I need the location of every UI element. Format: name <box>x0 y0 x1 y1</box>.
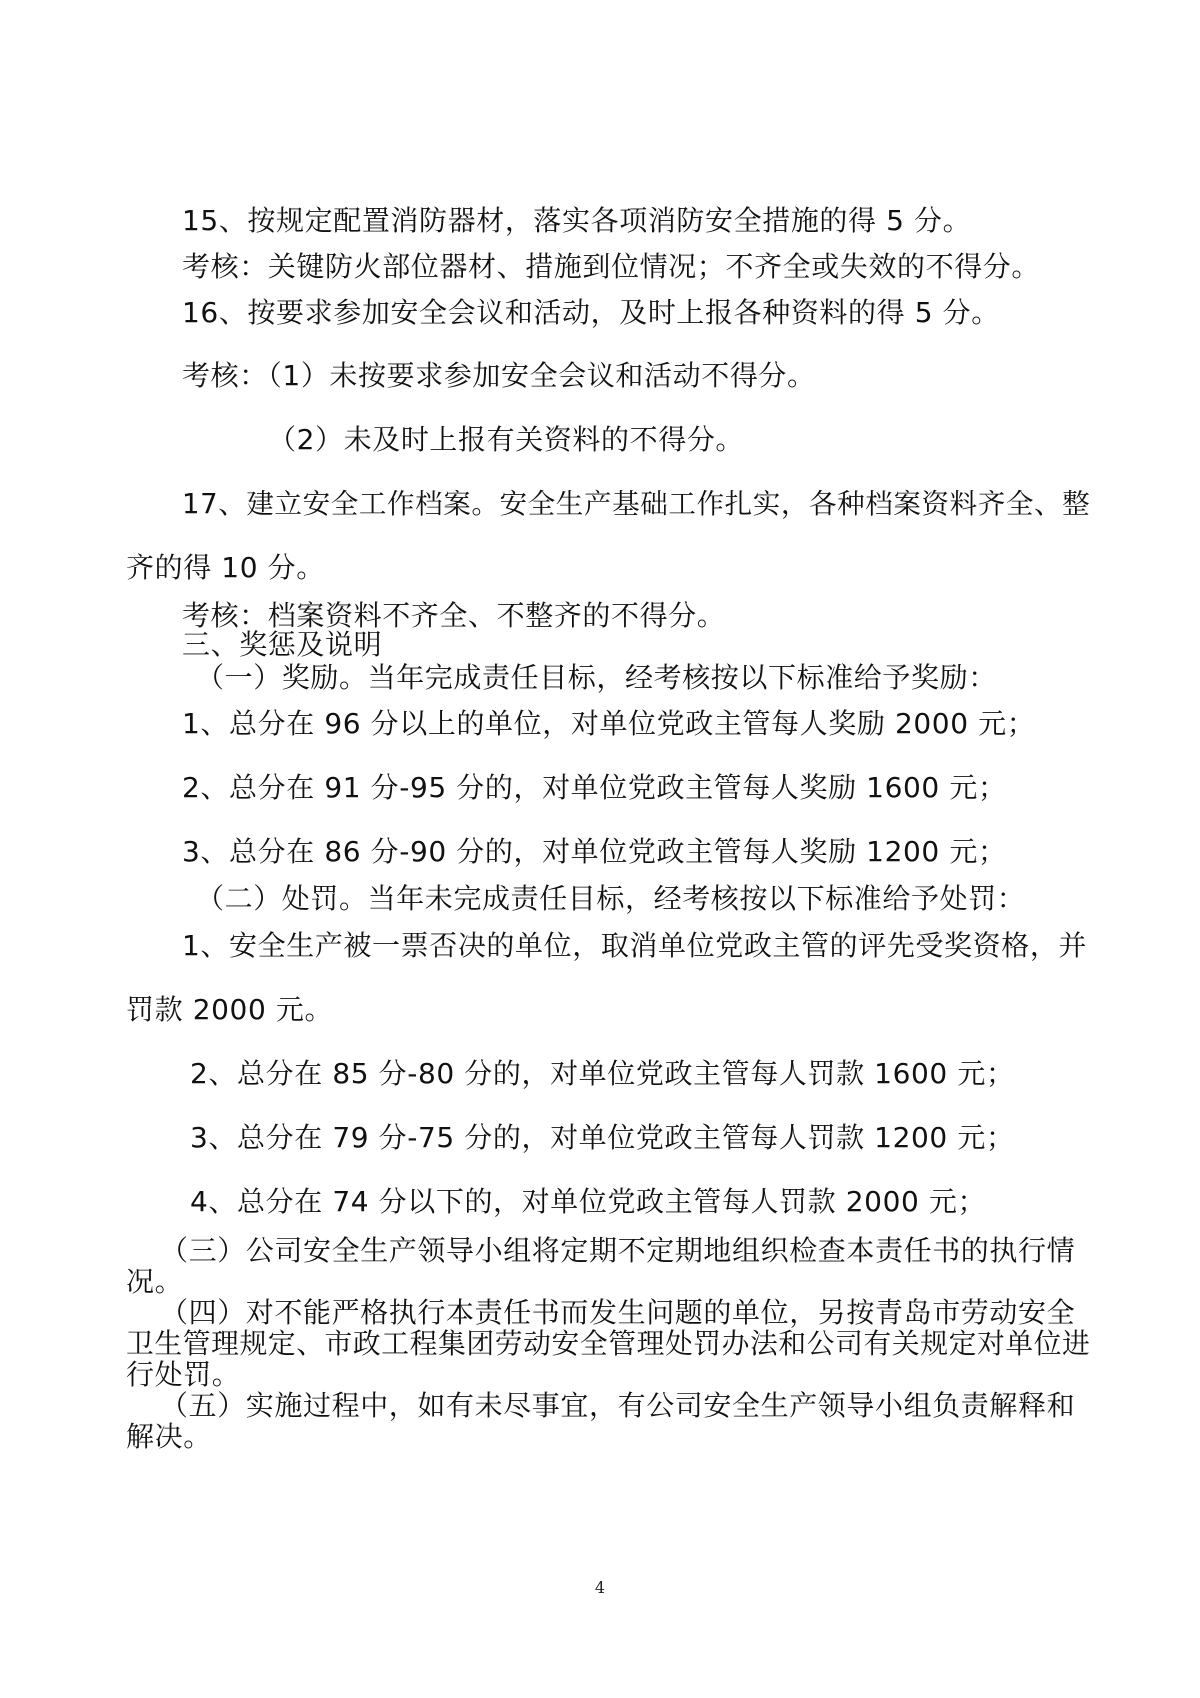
section-three-heading: 三、奖惩及说明 <box>182 628 383 661</box>
note-four-line-3: 行处罚。 <box>126 1358 241 1391</box>
item-17-line-2: 齐的得 10 分。 <box>126 551 325 584</box>
note-five-line-1: （五）实施过程中，如有未尽事宜，有公司安全生产领导小组负责解释和 <box>160 1389 1076 1422</box>
penalty-4: 4、总分在 74 分以下的，对单位党政主管每人罚款 2000 元； <box>190 1185 987 1218</box>
item-17-assessment: 考核：档案资料不齐全、不整齐的不得分。 <box>182 599 726 632</box>
item-16-assessment-2: （2）未及时上报有关资料的不得分。 <box>268 423 745 456</box>
penalty-2: 2、总分在 85 分-80 分的，对单位党政主管每人罚款 1600 元； <box>190 1057 1015 1090</box>
reward-2: 2、总分在 91 分-95 分的，对单位党政主管每人奖励 1600 元； <box>182 771 1007 804</box>
penalty-heading: （二）处罚。当年未完成责任目标，经考核按以下标准给予处罚： <box>196 882 1026 915</box>
note-three-line-1: （三）公司安全生产领导小组将定期不定期地组织检查本责任书的执行情 <box>160 1234 1076 1267</box>
note-five-line-2: 解决。 <box>126 1420 212 1453</box>
page-number: 4 <box>594 1578 606 1597</box>
item-15-assessment: 考核：关键防火部位器材、措施到位情况；不齐全或失效的不得分。 <box>182 250 1041 283</box>
note-four-line-1: （四）对不能严格执行本责任书而发生问题的单位，另按青岛市劳动安全 <box>160 1296 1076 1329</box>
reward-1: 1、总分在 96 分以上的单位，对单位党政主管每人奖励 2000 元； <box>182 707 1036 740</box>
item-15: 15、按规定配置消防器材，落实各项消防安全措施的得 5 分。 <box>182 204 972 237</box>
item-17-line-1: 17、建立安全工作档案。安全生产基础工作扎实，各种档案资料齐全、整 <box>182 488 1091 520</box>
penalty-3: 3、总分在 79 分-75 分的，对单位党政主管每人罚款 1200 元； <box>190 1121 1015 1154</box>
note-four-line-2: 卫生管理规定、市政工程集团劳动安全管理处罚办法和公司有关规定对单位进 <box>126 1327 1091 1360</box>
reward-heading: （一）奖励。当年完成责任目标，经考核按以下标准给予奖励： <box>196 661 997 694</box>
item-16: 16、按要求参加安全会议和活动，及时上报各种资料的得 5 分。 <box>182 296 1000 329</box>
penalty-1-line-2: 罚款 2000 元。 <box>126 993 334 1026</box>
penalty-1-line-1: 1、安全生产被一票否决的单位，取消单位党政主管的评先受奖资格，并 <box>182 929 1088 962</box>
reward-3: 3、总分在 86 分-90 分的，对单位党政主管每人奖励 1200 元； <box>182 835 1007 868</box>
item-16-assessment-1: 考核：（1）未按要求参加安全会议和活动不得分。 <box>182 359 816 392</box>
note-three-line-2: 况。 <box>126 1265 184 1298</box>
